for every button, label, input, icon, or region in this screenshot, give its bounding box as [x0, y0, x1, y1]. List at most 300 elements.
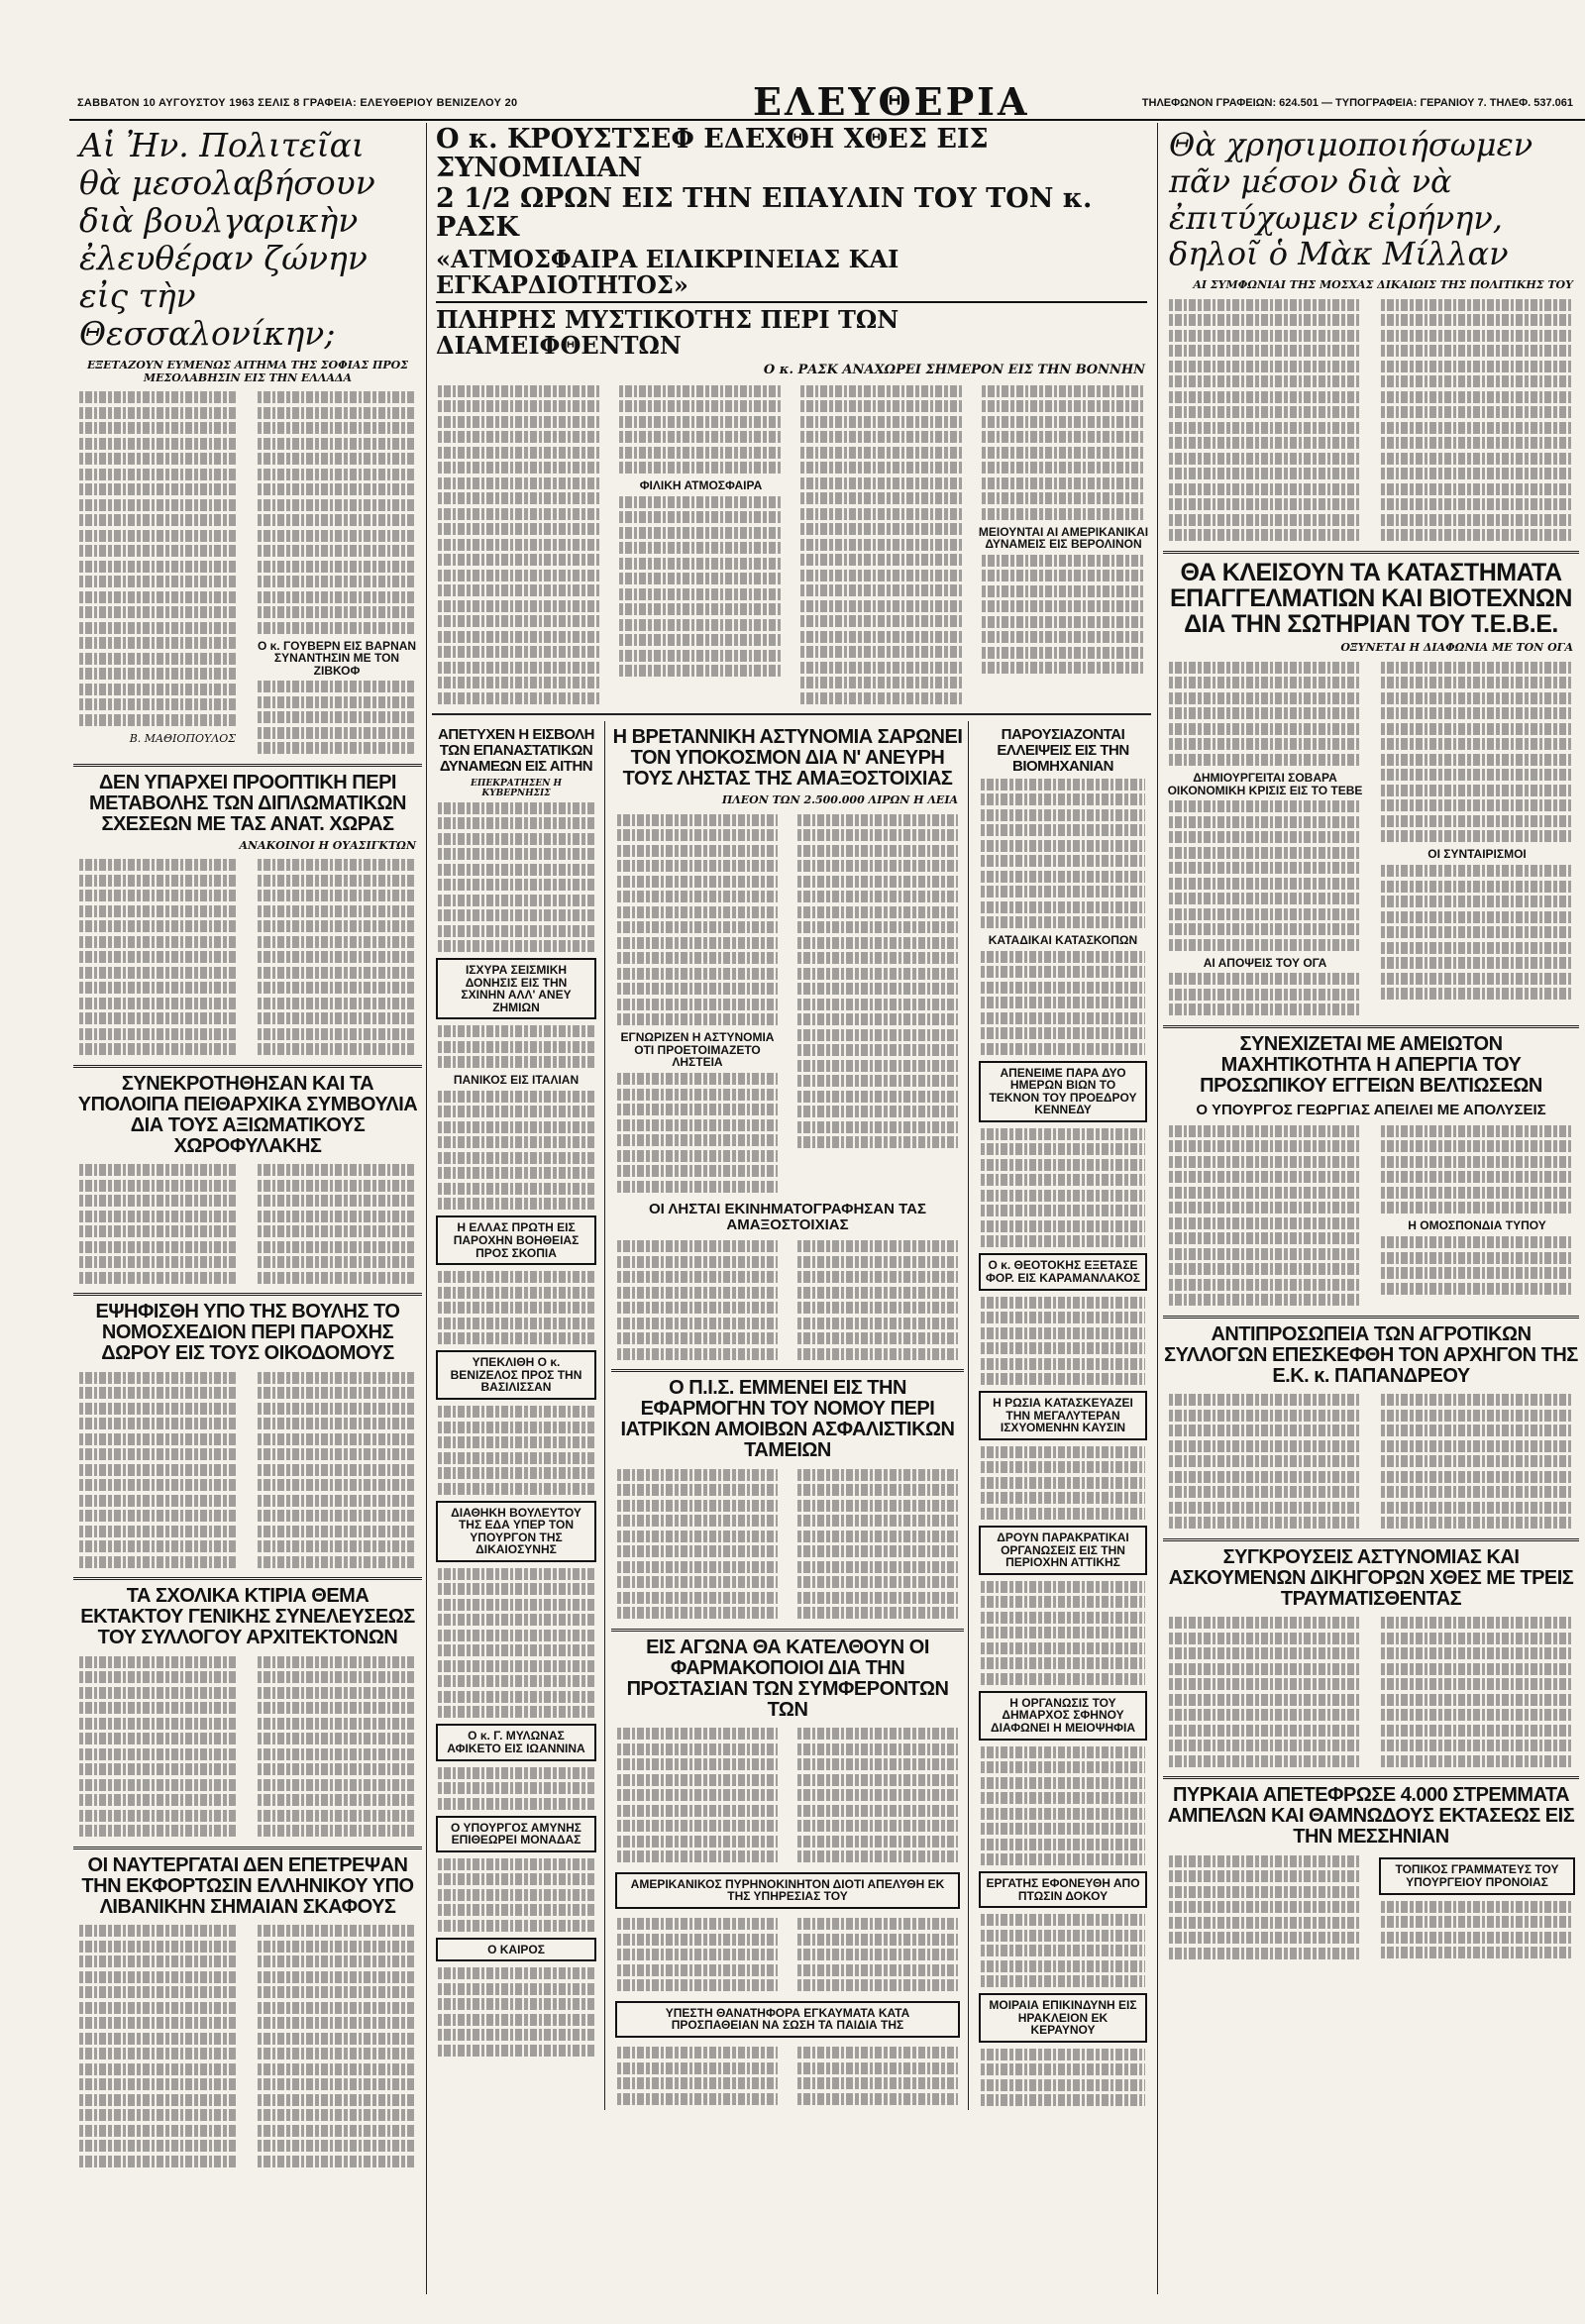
body-text-line [797, 876, 958, 888]
body-text-line [258, 905, 416, 917]
body-text-line [1169, 1740, 1361, 1751]
inline-headline: ΜΕΙΟΥΝΤΑΙ ΑΙ ΑΜΕΡΙΚΑΝΙΚΑΙ ΔΥΝΑΜΕΙΣ ΕΙΣ ΒΕΡΟΛΙΝΟΝ [978, 524, 1149, 552]
body-text-line [797, 1240, 958, 1252]
body-text-line [981, 1914, 1145, 1926]
body-text-line [438, 385, 601, 397]
body-text-line [79, 1971, 238, 1983]
body-text-line [1169, 1187, 1361, 1199]
body-text-line [258, 1495, 416, 1507]
body-text-line [438, 1630, 594, 1641]
body-text-line [1169, 468, 1361, 479]
headline-seamen: ΟΙ ΝΑΥΤΕΡΓΑΤΑΙ ΔΕΝ ΕΠΕΤΡΕΨΑΝ ΤΗΝ ΕΚΦΟΡΤΩΣΙΝ ΕΛΛΗΝΙΚΟΥ ΥΠΟ ΛΙΒΑΝΙΚΗΝ ΣΗΜΑΙΑΝ ΣΚΑΦΟΥΣ [81, 1853, 414, 1918]
body-text-line [258, 1748, 416, 1760]
headline-macmillan: Θὰ χρησιμοποιήσωμεν πᾶν μέσον διὰ νὰ ἐπιτύχωμεν εἰρήνην, δηλοῖ ὁ Μὰκ Μίλλαν [1169, 126, 1533, 273]
body-text-line [981, 901, 1145, 913]
body-text-line [79, 1733, 238, 1744]
body-text-line [258, 742, 416, 754]
byline: Β. ΜΑΘΙΟΠΟΥΛΟΣ [129, 731, 236, 745]
subheadline: ΠΛΕΟΝ ΤΩΝ 2.500.000 ΛΙΡΩΝ Η ΛΕΙΑ [721, 793, 958, 807]
body-text-line [797, 1592, 958, 1604]
center-section [432, 123, 1151, 2302]
body-text-line [617, 1287, 778, 1299]
headline-industry: ΠΑΡΟΥΣΙΑΖΟΝΤΑΙ ΕΛΛΕΙΨΕΙΣ ΕΙΣ ΤΗΝ ΒΙΟΜΗΧΑΝΙΑΝ [997, 726, 1129, 775]
body-text-line [438, 447, 601, 459]
headline-farmers: ΑΝΤΙΠΡΟΣΩΠΕΙΑ ΤΩΝ ΑΓΡΟΤΙΚΩΝ ΣΥΛΛΟΓΩΝ ΕΠΕΣΚΕΦΘΗ ΤΟΝ ΑΡΧΗΓΟΝ ΤΗΣ Ε.Κ. κ. ΠΑΠΑΝΔΡΕΟΥ [1164, 1322, 1578, 1387]
body-text-line [1169, 692, 1361, 704]
headline-burns: ΥΠΕΣΤΗ ΘΑΝΑΤΗΦΟΡΑ ΕΓΚΑΥΜΑΤΑ ΚΑΤΑ ΠΡΟΣΠΑΘΕΙΑΝ ΝΑ ΣΩΣΗ ΤΑ ΠΑΙΔΙΑ ΤΗΣ [615, 2001, 960, 2038]
body-text-line [1381, 1901, 1573, 1913]
body-text-line [79, 1955, 238, 1967]
body-text-line [797, 1013, 958, 1025]
body-text-line [797, 1500, 958, 1512]
body-text-line [981, 1446, 1145, 1458]
body-text-line [797, 1934, 958, 1946]
body-text-line [79, 622, 238, 634]
body-text-line [258, 1825, 416, 1837]
body-text-line [797, 1607, 958, 1619]
body-text-line [79, 2033, 238, 2045]
body-text-line [797, 829, 958, 841]
body-text-line [800, 600, 964, 612]
body-text-line [800, 554, 964, 566]
body-text-line [800, 646, 964, 658]
body-text-line [617, 1165, 778, 1177]
body-text-line [438, 817, 594, 829]
body-text-line [619, 665, 783, 677]
body-text-line [619, 619, 783, 631]
body-text-line [258, 1955, 416, 1967]
body-text-line [981, 2049, 1145, 2060]
body-text-line [438, 802, 594, 814]
body-text-line [1169, 677, 1361, 688]
body-text-line [1381, 345, 1573, 357]
body-text-line [79, 1702, 238, 1714]
body-text-line [617, 1836, 778, 1848]
column-divider [426, 123, 427, 2294]
body-text-line [1381, 514, 1573, 526]
body-text-line [1381, 330, 1573, 342]
body-text-line [617, 1302, 778, 1314]
inline-headline: ΦΙΛΙΚΗ ΑΤΜΟΣΦΑΙΡΑ [639, 478, 763, 493]
body-text-line [258, 920, 416, 932]
body-text-line [1381, 1633, 1573, 1644]
headline-venizelos: ΥΠΕΚΛΙΘΗ Ο κ. ΒΕΝΙΖΕΛΟΣ ΠΡΟΣ ΤΗΝ ΒΑΣΙΛΙΣΣΑΝ [436, 1350, 596, 1400]
body-text-line [1381, 1394, 1573, 1406]
body-text-line [1381, 973, 1573, 985]
headline-haiti: ΑΠΕΤΥΧΕΝ Η ΕΙΣΒΟΛΗ ΤΩΝ ΕΠΑΝΑΣΤΑΤΙΚΩΝ ΔΥΝΑΜΕΩΝ ΕΙΣ ΑΙΤΗΝ [438, 726, 594, 775]
body-text-line [617, 1469, 778, 1481]
body-text-line [981, 1190, 1145, 1202]
body-text-line [981, 809, 1145, 821]
body-text-line [800, 508, 964, 520]
body-text-line [617, 1271, 778, 1283]
body-text-line [981, 1235, 1145, 1247]
body-text-line [79, 982, 238, 994]
body-text-line [1169, 707, 1361, 719]
body-text-line [1169, 529, 1361, 541]
body-text-line [981, 1043, 1145, 1055]
body-text-line [1381, 1725, 1573, 1737]
headline-builders: ΕΨΗΦΙΣΘΗ ΥΠΟ ΤΗΣ ΒΟΥΛΗΣ ΤΟ ΝΟΜΟΣΧΕΔΙΟΝ ΠΕΡΙ ΠΑΡΟΧΗΣ ΔΩΡΟΥ ΕΙΣ ΤΟΥΣ ΟΙΚΟΔΟΜΟΥΣ [95, 1301, 400, 1365]
body-text-line [1169, 1502, 1361, 1514]
body-text-line [258, 1195, 416, 1207]
body-text-line [79, 1225, 238, 1237]
body-text-line [617, 1934, 778, 1946]
body-text-line [1169, 939, 1361, 951]
body-text-line [258, 561, 416, 573]
body-text-line [617, 983, 778, 995]
body-text-line [982, 462, 1145, 474]
body-text-line [981, 840, 1145, 852]
article-body [73, 388, 422, 758]
body-text-line [1381, 299, 1573, 311]
body-text-line [1381, 1663, 1573, 1675]
body-text-line [1169, 1486, 1361, 1498]
body-text-line [438, 646, 601, 658]
headline-fire: ΠΥΡΚΑΙΑ ΑΠΕΤΕΦΡΩΣΕ 4.000 ΣΤΡΕΜΜΑΤΑ ΑΜΠΕΛΩΝ ΚΑΙ ΘΑΜΝΩΔΟΥΣ ΕΚΤΑΣΕΩΣ ΕΙΣ ΤΗΝ ΜΕΣΣΗΝΙΑΝ [1167, 1784, 1575, 1849]
body-text-line [1169, 1171, 1361, 1183]
body-text-line [1169, 1279, 1361, 1291]
body-text-line [258, 1510, 416, 1522]
body-text-line [438, 1318, 594, 1329]
body-text-line [258, 1779, 416, 1791]
body-text-line [619, 603, 783, 615]
body-text-line [258, 1763, 416, 1775]
body-text-line [617, 1949, 778, 1960]
body-text-line [438, 1706, 594, 1718]
body-text-line [79, 1372, 238, 1384]
body-text-line [981, 982, 1145, 994]
body-text-line [617, 1918, 778, 1930]
body-text-line [1381, 738, 1573, 750]
headline-gendarmerie: ΣΥΝΕΚΡΟΤΗΘΗΣΑΝ ΚΑΙ ΤΑ ΥΠΟΛΟΙΠΑ ΠΕΙΘΑΡΧΙΚΑ ΣΥΜΒΟΥΛΙΑ ΔΙΑ ΤΟΥΣ ΑΞΙΩΜΑΤΙΚΟΥΣ ΧΩΡΟΦΥΛΑΚΗΣ [77, 1072, 418, 1157]
body-text-line [1169, 1617, 1361, 1629]
body-text-line [617, 1500, 778, 1512]
body-text-line [1169, 816, 1361, 828]
body-text-line [258, 2094, 416, 2106]
body-text-line [800, 539, 964, 551]
body-text-line [1381, 677, 1573, 688]
body-text-line [1169, 1647, 1361, 1659]
body-text-line [79, 1495, 238, 1507]
body-text-line [1381, 1617, 1573, 1629]
headline-tebe: ΘΑ ΚΛΕΙΣΟΥΝ ΤΑ ΚΑΤΑΣΤΗΜΑΤΑ ΕΠΑΓΓΕΛΜΑΤΙΩΝ ΚΑΙ ΒΙΟΤΕΧΝΩΝ ΔΙΑ ΤΗΝ ΣΩΤΗΡΙΑΝ ΤΟΥ Τ.Ε.Β.Ε. [1170, 558, 1572, 639]
body-text-line [1169, 1709, 1361, 1721]
body-text-line [1169, 345, 1361, 357]
body-text-line [797, 1805, 958, 1817]
body-text-line [619, 496, 783, 508]
body-text-line [79, 2109, 238, 2121]
body-text-line [1169, 1725, 1361, 1737]
body-text-line [1169, 1156, 1361, 1168]
body-text-line [79, 453, 238, 465]
body-text-line [438, 416, 601, 428]
body-text-line [438, 523, 601, 535]
body-text-line [79, 684, 238, 695]
body-text-line [797, 2047, 958, 2059]
body-text-line [1169, 1901, 1361, 1913]
body-text-line [800, 400, 964, 412]
body-text-line [797, 1302, 958, 1314]
body-text-line [800, 584, 964, 596]
body-text-line [982, 492, 1145, 504]
body-text-line [981, 1853, 1145, 1865]
body-text-line [619, 385, 783, 397]
body-text-line [617, 2093, 778, 2105]
body-text-line [1381, 529, 1573, 541]
body-text-line [258, 1810, 416, 1822]
body-text-line [981, 1777, 1145, 1789]
body-text-line [1169, 1870, 1361, 1882]
body-text-line [79, 698, 238, 710]
headline-worker: ΕΡΓΑΤΗΣ ΕΦΟΝΕΥΘΗ ΑΠΟ ΠΤΩΣΙΝ ΔΟΚΟΥ [979, 1871, 1147, 1908]
body-text-line [79, 561, 238, 573]
body-text-line [981, 793, 1145, 805]
body-text-line [79, 1763, 238, 1775]
headline-lawyers: ΣΥΓΚΡΟΥΣΕΙΣ ΑΣΤΥΝΟΜΙΑΣ ΚΑΙ ΑΣΚΟΥΜΕΝΩΝ ΔΙΚΗΓΟΡΩΝ ΧΘΕΣ ΜΕ ΤΡΕΙΣ ΤΡΑΥΜΑΤΙΣΘΕΝΤΑΣ [1168, 1545, 1574, 1610]
body-text-line [258, 2002, 416, 2014]
body-text-line [617, 845, 778, 857]
body-text-line [258, 875, 416, 887]
body-text-line [1381, 1517, 1573, 1529]
body-text-line [258, 1180, 416, 1192]
body-text-line [1381, 1156, 1573, 1168]
body-text-line [797, 1850, 958, 1862]
body-text-line [617, 1805, 778, 1817]
body-text-line [258, 438, 416, 450]
body-text-line [800, 462, 964, 474]
body-text-line [797, 1029, 958, 1041]
body-text-line [797, 1287, 958, 1299]
body-text-line [1169, 1425, 1361, 1436]
body-text-line [981, 1128, 1145, 1140]
body-text-line [982, 555, 1145, 567]
body-text-line [982, 647, 1145, 659]
body-text-line [1381, 391, 1573, 403]
body-text-line [981, 1342, 1145, 1354]
body-text-line [79, 1241, 238, 1253]
body-text-line [79, 2078, 238, 2090]
body-text-line [79, 1403, 238, 1415]
body-text-line [258, 1418, 416, 1429]
body-text-line [79, 606, 238, 618]
body-text-line [1381, 754, 1573, 766]
body-text-line [981, 1627, 1145, 1638]
body-text-line [438, 584, 601, 596]
body-text-line [438, 1436, 594, 1448]
body-text-line [1169, 1755, 1361, 1767]
body-text-line [797, 1964, 958, 1976]
main-headline-2: 2 1/2 ΩΡΩΝ ΕΙΣ ΤΗΝ ΕΠΑΥΛΙΝ ΤΟΥ ΤΟΝ κ. ΡΑΣΚ [436, 183, 1093, 244]
body-text-line [1381, 1755, 1573, 1767]
lead-subheadline-left: ΕΞΕΤΑΖΟΥΝ ΕΥΜΕΝΩΣ ΑΙΤΗΜΑ ΤΗΣ ΣΟΦΙΑΣ ΠΡΟΣ ΜΕΣΟΛΑΒΗΣΙΝ ΕΙΣ ΤΗΝ ΕΛΛΑΔΑ [86, 358, 409, 384]
body-text-line [800, 477, 964, 489]
body-text-line [1169, 437, 1361, 449]
body-text-line [617, 952, 778, 964]
body-text-line [981, 779, 1145, 791]
body-text-line [79, 2094, 238, 2106]
body-text-line [1169, 1004, 1361, 1015]
body-text-line [800, 523, 964, 535]
body-text-line [981, 2094, 1145, 2106]
body-text-line [617, 1531, 778, 1542]
body-text-line [797, 1979, 958, 1991]
headline-theotokis: Ο κ. ΘΕΟΤΟΚΗΣ ΕΞΕΤΑΣΕ ΦΟΡ. ΕΙΣ ΚΑΡΑΜΑΝΛΑΚΟΣ [979, 1253, 1147, 1290]
body-text-line [617, 1318, 778, 1329]
body-text-line [438, 554, 601, 566]
body-text-line [79, 1656, 238, 1668]
body-text-line [981, 1327, 1145, 1339]
body-text-line [1169, 422, 1361, 434]
body-text-line [617, 1774, 778, 1786]
body-text-line [617, 1545, 778, 1557]
body-text-line [258, 2048, 416, 2060]
body-text-line [1169, 1394, 1361, 1406]
body-text-line [1381, 896, 1573, 907]
body-text-line [1169, 1232, 1361, 1244]
body-text-line [981, 1792, 1145, 1804]
body-text-line [258, 681, 416, 692]
main-headline-4: ΠΛΗΡΗΣ ΜΥΣΤΙΚΟΤΗΣ ΠΕΡΙ ΤΩΝ ΔΙΑΜΕΙΦΘΕΝΤΩΝ [436, 301, 1147, 359]
body-text-line [982, 570, 1145, 581]
body-text-line [438, 1568, 594, 1580]
body-text-line [619, 447, 783, 459]
body-text-line [79, 1941, 238, 1953]
body-text-line [438, 600, 601, 612]
body-text-line [79, 1028, 238, 1040]
body-text-line [1381, 957, 1573, 969]
body-text-line [1169, 723, 1361, 735]
body-text-line [1381, 1916, 1573, 1928]
body-text-line [79, 2156, 238, 2167]
body-text-line [1169, 1202, 1361, 1214]
body-text-line [981, 1027, 1145, 1039]
body-text-line [617, 876, 778, 888]
body-text-line [258, 2109, 416, 2121]
body-text-line [258, 1526, 416, 1537]
body-text-line [797, 1774, 958, 1786]
body-text-line [981, 1358, 1145, 1370]
body-text-line [258, 1671, 416, 1683]
body-text-line [79, 499, 238, 511]
body-text-line [438, 864, 594, 876]
body-text-line [79, 1272, 238, 1284]
body-text-line [79, 998, 238, 1009]
body-text-line [617, 860, 778, 872]
body-text-line [800, 662, 964, 674]
body-text-line [438, 1691, 594, 1703]
body-text-line [619, 634, 783, 646]
body-text-line [982, 600, 1145, 612]
body-text-line [1381, 361, 1573, 372]
body-text-line [1381, 1678, 1573, 1690]
body-text-line [258, 2125, 416, 2137]
body-text-line [1169, 1125, 1361, 1137]
body-text-line [258, 1225, 416, 1237]
body-text-line [258, 1687, 416, 1699]
body-text-line [438, 508, 601, 520]
body-text-line [797, 2093, 958, 2105]
body-text-line [438, 1152, 594, 1164]
body-text-line [1169, 754, 1361, 766]
body-text-line [79, 859, 238, 871]
subheadline: ΑΙ ΣΥΜΦΩΝΙΑΙ ΤΗΣ ΜΟΣΧΑΣ ΔΙΚΑΙΩΙΣ ΤΗΣ ΠΟΛΙΤΙΚΗΣ ΤΟΥ [1193, 278, 1573, 292]
inline-headline: ΟΙ ΣΥΝΤΑΙΡΙΣΜΟΙ [1427, 847, 1527, 862]
body-text-line [438, 1183, 594, 1195]
body-text-line [1381, 1455, 1573, 1467]
body-text-line [438, 477, 601, 489]
body-text-line [1169, 1886, 1361, 1898]
body-text-line [619, 431, 783, 443]
body-text-line [258, 422, 416, 434]
center-subcolumn-c [975, 721, 1151, 2110]
body-text-line [438, 1583, 594, 1595]
body-text-line [800, 631, 964, 643]
body-text-line [79, 1043, 238, 1055]
body-text-line [1169, 1517, 1361, 1529]
body-text-line [438, 431, 601, 443]
body-text-line [1381, 785, 1573, 796]
body-text-line [438, 1967, 594, 1979]
headline-italy: ΠΑΝΙΚΟΣ ΕΙΣ ΙΤΑΛΙΑΝ [453, 1073, 580, 1088]
body-text-line [258, 1464, 416, 1476]
body-text-line [797, 1515, 958, 1527]
body-text-line [981, 1143, 1145, 1155]
body-text-line [79, 2002, 238, 2014]
body-text-line [800, 385, 964, 397]
body-text-line [258, 1718, 416, 1730]
body-text-line [617, 1607, 778, 1619]
body-text-line [258, 1702, 416, 1714]
body-text-line [258, 1448, 416, 1460]
body-text-line [982, 447, 1145, 459]
body-text-line [1169, 483, 1361, 495]
body-text-line [797, 937, 958, 949]
body-text-line [981, 1642, 1145, 1654]
body-text-line [438, 1675, 594, 1687]
body-text-line [258, 1479, 416, 1491]
body-text-line [617, 1104, 778, 1115]
body-text-line [981, 1975, 1145, 1987]
body-text-line [1381, 911, 1573, 923]
body-text-line [1381, 1440, 1573, 1452]
body-text-line [617, 1515, 778, 1527]
body-text-line [1169, 1932, 1361, 1944]
body-text-line [438, 1422, 594, 1433]
body-text-line [258, 727, 416, 739]
body-text-line [79, 1925, 238, 1937]
body-text-line [619, 416, 783, 428]
body-text-line [438, 1106, 594, 1117]
body-text-line [797, 968, 958, 980]
body-text-line [617, 1743, 778, 1755]
body-text-line [617, 891, 778, 902]
body-text-line [1381, 1202, 1573, 1214]
body-text-line [982, 400, 1145, 412]
body-text-line [79, 2063, 238, 2075]
body-text-line [438, 1406, 594, 1418]
body-text-line [617, 1119, 778, 1131]
body-text-line [619, 542, 783, 554]
body-text-line [617, 2077, 778, 2089]
body-text-line [1169, 989, 1361, 1001]
body-text-line [258, 453, 416, 465]
headline-eda: ΔΙΑΘΗΚΗ ΒΟΥΛΕΥΤΟΥ ΤΗΣ ΕΔΑ ΥΠΕΡ ΤΟΝ ΥΠΟΥΡΓΟΝ ΤΗΣ ΔΙΚΑΙΟΣΥΝΗΣ [436, 1501, 596, 1562]
body-text-line [258, 859, 416, 871]
body-text-line [79, 1510, 238, 1522]
body-text-line [438, 1660, 594, 1672]
body-text-line [438, 1302, 594, 1314]
